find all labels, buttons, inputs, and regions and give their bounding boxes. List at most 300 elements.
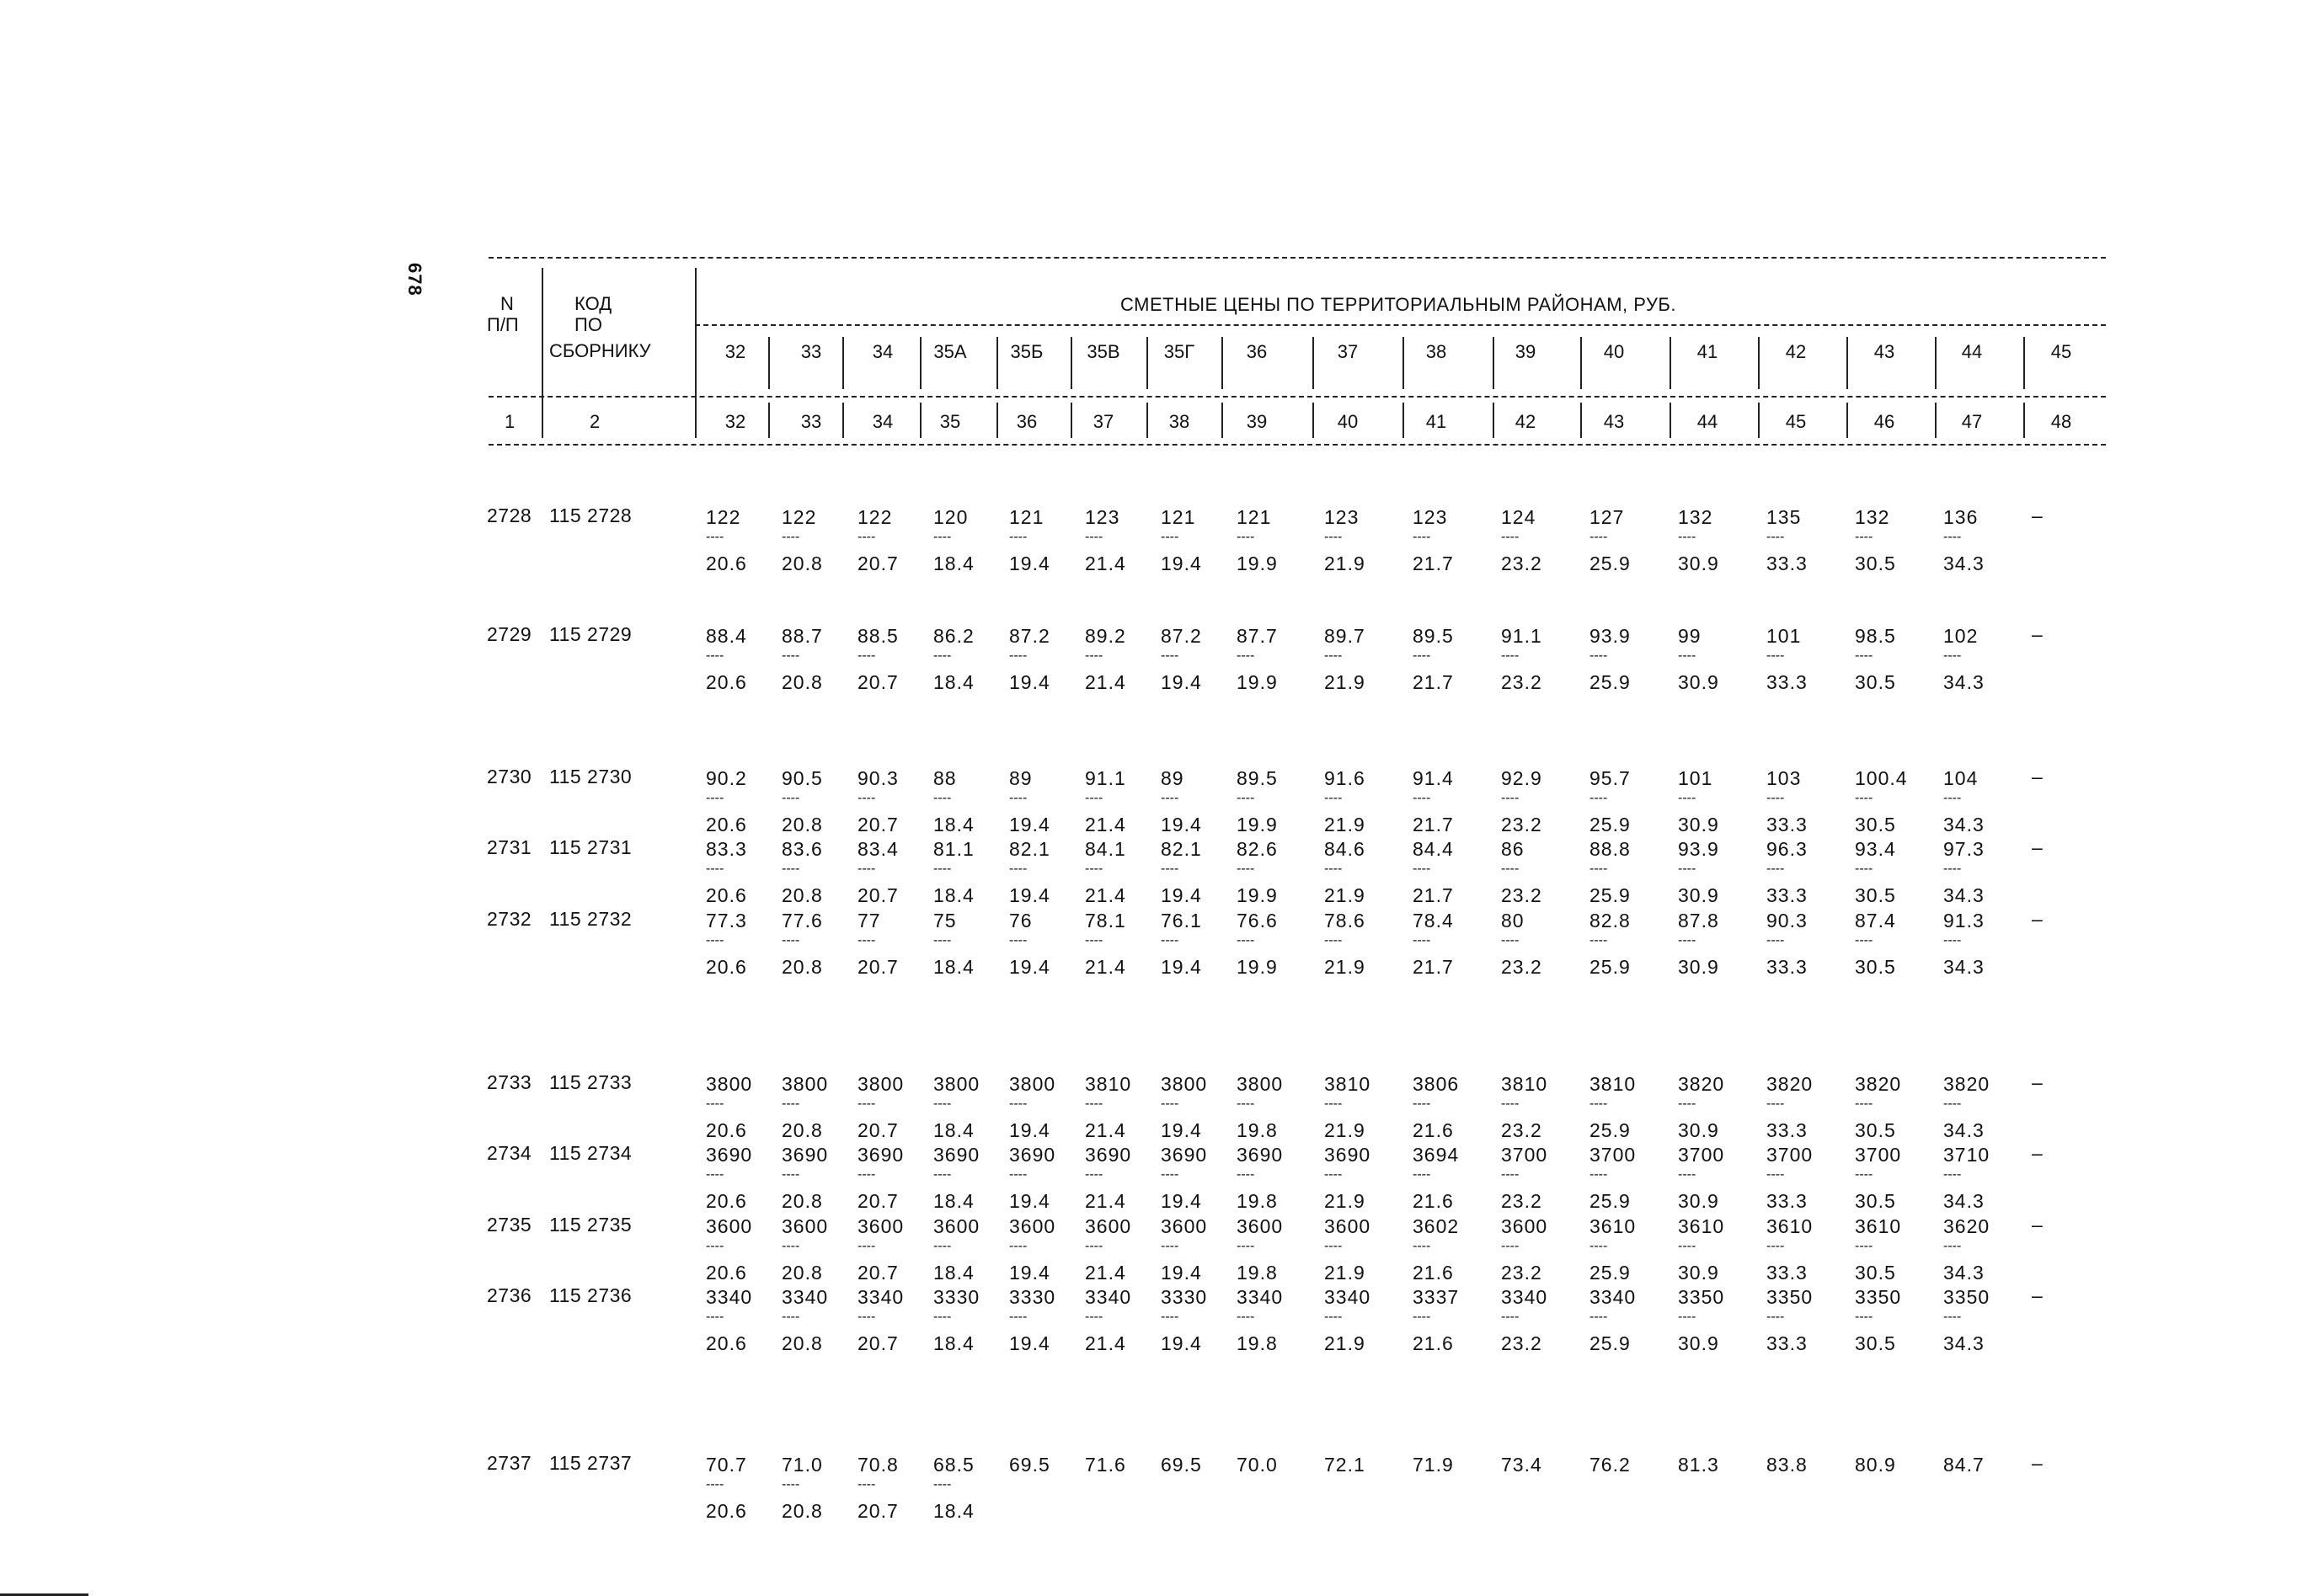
price-value: 83.3 bbox=[706, 838, 747, 860]
fraction-dash: ---- bbox=[1855, 791, 1873, 805]
fraction-dash: ---- bbox=[1413, 649, 1431, 663]
header-po: ПО bbox=[574, 314, 602, 335]
fraction-dash: ---- bbox=[1413, 1167, 1431, 1182]
district-header: 35Б bbox=[1010, 341, 1044, 362]
price-value: 3820 bbox=[1855, 1073, 1902, 1095]
fraction-dash: ---- bbox=[1009, 1239, 1028, 1253]
fraction-dash: ---- bbox=[1085, 1239, 1103, 1253]
row-number: 2732 bbox=[487, 908, 532, 930]
coefficient-value: 23.2 bbox=[1501, 814, 1542, 835]
row-code: 115 2737 bbox=[549, 1452, 633, 1474]
fraction-dash: ---- bbox=[933, 530, 952, 544]
coefficient-value: 19.4 bbox=[1009, 1332, 1050, 1354]
column-number: 48 bbox=[2050, 411, 2072, 432]
district-header: 32 bbox=[724, 341, 746, 362]
coefficient-value: 20.6 bbox=[706, 1500, 747, 1522]
district-header: 35В bbox=[1087, 341, 1120, 362]
fraction-dash: ---- bbox=[1009, 1097, 1028, 1111]
price-value: 77 bbox=[857, 910, 881, 931]
column-number: 37 bbox=[1093, 411, 1114, 432]
price-value: 80.9 bbox=[1855, 1454, 1896, 1476]
fraction-dash: ---- bbox=[706, 530, 724, 544]
coefficient-value: 21.4 bbox=[1085, 1262, 1126, 1284]
header-separator bbox=[1670, 337, 1671, 389]
price-value: 121 bbox=[1009, 506, 1044, 528]
price-value: 3700 bbox=[1855, 1144, 1902, 1166]
coefficient-value: 21.7 bbox=[1413, 884, 1454, 906]
fraction-dash: ---- bbox=[1678, 530, 1696, 544]
fraction-dash: ---- bbox=[706, 1477, 724, 1492]
coefficient-value: 21.7 bbox=[1413, 671, 1454, 693]
price-value: 89.5 bbox=[1237, 767, 1278, 789]
coefficient-value: 34.3 bbox=[1943, 814, 1985, 835]
price-value: 89 bbox=[1161, 767, 1184, 789]
fraction-dash: ---- bbox=[1324, 649, 1343, 663]
header-separator bbox=[1071, 337, 1072, 389]
fraction-dash: ---- bbox=[1766, 1167, 1785, 1182]
fraction-dash: ---- bbox=[1855, 1097, 1873, 1111]
fraction-dash: ---- bbox=[1085, 862, 1103, 876]
price-value: 3810 bbox=[1324, 1073, 1371, 1095]
fraction-dash: ---- bbox=[1009, 1310, 1028, 1324]
fraction-dash: ---- bbox=[1855, 1167, 1873, 1182]
price-value: 3330 bbox=[933, 1286, 980, 1308]
fraction-dash: ---- bbox=[1413, 933, 1431, 947]
coefficient-value: 33.3 bbox=[1766, 814, 1808, 835]
price-value: 121 bbox=[1237, 506, 1272, 528]
price-value: 3694 bbox=[1413, 1144, 1460, 1166]
fraction-dash: ---- bbox=[1324, 862, 1343, 876]
price-value: 3340 bbox=[1501, 1286, 1548, 1308]
coefficient-value: 19.4 bbox=[1009, 1262, 1050, 1284]
price-value: 78.6 bbox=[1324, 910, 1365, 931]
fraction-dash: ---- bbox=[1589, 933, 1608, 947]
price-value: 3610 bbox=[1766, 1215, 1814, 1237]
price-value: 3600 bbox=[1161, 1215, 1208, 1237]
coefficient-value: 20.7 bbox=[857, 814, 899, 835]
fraction-dash: ---- bbox=[1766, 933, 1785, 947]
coefficient-value: 19.4 bbox=[1161, 884, 1202, 906]
fraction-dash: ---- bbox=[933, 649, 952, 663]
fraction-dash: ---- bbox=[1324, 1097, 1343, 1111]
coefficient-value: 21.4 bbox=[1085, 671, 1126, 693]
price-value: 90.3 bbox=[857, 767, 899, 789]
fraction-dash: ---- bbox=[1855, 530, 1873, 544]
coefficient-value: 23.2 bbox=[1501, 884, 1542, 906]
price-value: 72.1 bbox=[1324, 1454, 1365, 1476]
header-separator bbox=[1221, 337, 1223, 389]
coefficient-value: 19.8 bbox=[1237, 1119, 1278, 1141]
price-value: 3690 bbox=[782, 1144, 829, 1166]
coefficient-value: 20.7 bbox=[857, 552, 899, 574]
coefficient-value: 21.4 bbox=[1085, 1190, 1126, 1212]
price-value: 90.3 bbox=[1766, 910, 1808, 931]
row-number: 2731 bbox=[487, 836, 532, 858]
district-48-value: – bbox=[2032, 1071, 2043, 1093]
coefficient-value: 19.4 bbox=[1009, 1190, 1050, 1212]
header-separator bbox=[768, 337, 770, 389]
coefficient-value: 30.5 bbox=[1855, 884, 1896, 906]
coefficient-value: 21.7 bbox=[1413, 814, 1454, 835]
coefficient-value: 20.8 bbox=[782, 1332, 823, 1354]
district-48-value: – bbox=[2032, 1142, 2043, 1164]
price-value: 3600 bbox=[857, 1215, 905, 1237]
fraction-dash: ---- bbox=[1161, 862, 1179, 876]
fraction-dash: ---- bbox=[1943, 649, 1962, 663]
coefficient-value: 20.6 bbox=[706, 956, 747, 978]
fraction-dash: ---- bbox=[933, 1239, 952, 1253]
price-value: 101 bbox=[1766, 625, 1802, 647]
price-value: 104 bbox=[1943, 767, 1979, 789]
header-separator bbox=[1846, 403, 1848, 438]
price-value: 82.1 bbox=[1161, 838, 1202, 860]
price-value: 3350 bbox=[1943, 1286, 1990, 1308]
coefficient-value: 25.9 bbox=[1589, 956, 1631, 978]
price-value: 3600 bbox=[782, 1215, 829, 1237]
column-number: 33 bbox=[800, 411, 822, 432]
header-district-rule bbox=[695, 324, 2106, 326]
coefficient-value: 20.8 bbox=[782, 1262, 823, 1284]
price-value: 123 bbox=[1085, 506, 1120, 528]
column-number: 45 bbox=[1785, 411, 1807, 432]
row-code: 115 2729 bbox=[549, 623, 633, 645]
fraction-dash: ---- bbox=[1324, 933, 1343, 947]
fraction-dash: ---- bbox=[1161, 1310, 1179, 1324]
fraction-dash: ---- bbox=[933, 1477, 952, 1492]
fraction-dash: ---- bbox=[706, 649, 724, 663]
price-value: 3620 bbox=[1943, 1215, 1990, 1237]
price-value: 93.9 bbox=[1678, 838, 1719, 860]
price-value: 83.8 bbox=[1766, 1454, 1808, 1476]
price-value: 89.2 bbox=[1085, 625, 1126, 647]
coefficient-value: 25.9 bbox=[1589, 1119, 1631, 1141]
fraction-dash: ---- bbox=[782, 1239, 800, 1253]
district-48-value: – bbox=[2032, 766, 2043, 787]
column-number: 41 bbox=[1425, 411, 1447, 432]
coefficient-value: 21.4 bbox=[1085, 814, 1126, 835]
fraction-dash: ---- bbox=[1324, 1239, 1343, 1253]
fraction-dash: ---- bbox=[782, 1167, 800, 1182]
coefficient-value: 21.9 bbox=[1324, 1119, 1365, 1141]
coefficient-value: 30.5 bbox=[1855, 956, 1896, 978]
fraction-dash: ---- bbox=[782, 530, 800, 544]
fraction-dash: ---- bbox=[1766, 791, 1785, 805]
fraction-dash: ---- bbox=[1589, 791, 1608, 805]
fraction-dash: ---- bbox=[1009, 649, 1028, 663]
coefficient-value: 23.2 bbox=[1501, 1262, 1542, 1284]
district-header: 34 bbox=[872, 341, 894, 362]
district-header: 44 bbox=[1961, 341, 1983, 362]
fraction-dash: ---- bbox=[857, 1167, 876, 1182]
coefficient-value: 20.8 bbox=[782, 1119, 823, 1141]
price-value: 91.6 bbox=[1324, 767, 1365, 789]
fraction-dash: ---- bbox=[1855, 1310, 1873, 1324]
coefficient-value: 30.9 bbox=[1678, 671, 1719, 693]
coefficient-value: 19.4 bbox=[1161, 1119, 1202, 1141]
fraction-dash: ---- bbox=[1855, 862, 1873, 876]
header-sbornik: СБОРНИКУ bbox=[549, 340, 651, 361]
coefficient-value: 19.4 bbox=[1161, 1190, 1202, 1212]
row-code: 115 2730 bbox=[549, 766, 633, 787]
price-value: 3350 bbox=[1855, 1286, 1902, 1308]
price-value: 3820 bbox=[1943, 1073, 1990, 1095]
row-code: 115 2728 bbox=[549, 504, 633, 526]
price-value: 3800 bbox=[1161, 1073, 1208, 1095]
price-value: 86 bbox=[1501, 838, 1525, 860]
price-value: 101 bbox=[1678, 767, 1713, 789]
fraction-dash: ---- bbox=[1324, 530, 1343, 544]
district-48-value: – bbox=[2032, 1284, 2043, 1306]
coefficient-value: 34.3 bbox=[1943, 884, 1985, 906]
price-value: 3350 bbox=[1766, 1286, 1814, 1308]
fraction-dash: ---- bbox=[1501, 1310, 1520, 1324]
price-value: 127 bbox=[1589, 506, 1625, 528]
header-title: СМЕТНЫЕ ЦЕНЫ ПО ТЕРРИТОРИАЛЬНЫМ РАЙОНАМ, РУБ. bbox=[1120, 294, 1676, 315]
header-separator bbox=[768, 403, 770, 438]
fraction-dash: ---- bbox=[1501, 791, 1520, 805]
coefficient-value: 33.3 bbox=[1766, 956, 1808, 978]
fraction-dash: ---- bbox=[1589, 862, 1608, 876]
fraction-dash: ---- bbox=[1009, 791, 1028, 805]
price-value: 81.3 bbox=[1678, 1454, 1719, 1476]
coefficient-value: 23.2 bbox=[1501, 1190, 1542, 1212]
coefficient-value: 21.9 bbox=[1324, 1190, 1365, 1212]
fraction-dash: ---- bbox=[1678, 1097, 1696, 1111]
fraction-dash: ---- bbox=[1678, 1167, 1696, 1182]
fraction-dash: ---- bbox=[1009, 1167, 1028, 1182]
price-value: 77.3 bbox=[706, 910, 747, 931]
price-value: 3600 bbox=[1324, 1215, 1371, 1237]
header-separator bbox=[996, 403, 998, 438]
fraction-dash: ---- bbox=[1589, 1239, 1608, 1253]
header-top-rule bbox=[489, 257, 2106, 259]
coefficient-value: 20.7 bbox=[857, 1190, 899, 1212]
header-separator bbox=[1580, 403, 1582, 438]
fraction-dash: ---- bbox=[782, 1310, 800, 1324]
coefficient-value: 34.3 bbox=[1943, 1262, 1985, 1284]
coefficient-value: 19.4 bbox=[1009, 884, 1050, 906]
district-48-value: – bbox=[2032, 623, 2043, 645]
price-value: 96.3 bbox=[1766, 838, 1808, 860]
header-mid-rule bbox=[489, 396, 2106, 398]
fraction-dash: ---- bbox=[706, 1310, 724, 1324]
row-number: 2736 bbox=[487, 1284, 532, 1306]
price-value: 71.9 bbox=[1413, 1454, 1454, 1476]
price-value: 3690 bbox=[857, 1144, 905, 1166]
coefficient-value: 19.4 bbox=[1161, 1332, 1202, 1354]
fraction-dash: ---- bbox=[1855, 649, 1873, 663]
fraction-dash: ---- bbox=[1678, 791, 1696, 805]
price-value: 89.7 bbox=[1324, 625, 1365, 647]
header-kod: КОД bbox=[574, 293, 612, 314]
fraction-dash: ---- bbox=[933, 933, 952, 947]
fraction-dash: ---- bbox=[1589, 1310, 1608, 1324]
fraction-dash: ---- bbox=[857, 791, 876, 805]
coefficient-value: 33.3 bbox=[1766, 552, 1808, 574]
column-number: 40 bbox=[1337, 411, 1359, 432]
coefficient-value: 21.4 bbox=[1085, 552, 1126, 574]
price-value: 78.4 bbox=[1413, 910, 1454, 931]
district-48-value: – bbox=[2032, 504, 2043, 526]
header-separator bbox=[1846, 337, 1848, 389]
fraction-dash: ---- bbox=[1589, 1167, 1608, 1182]
district-header: 43 bbox=[1873, 341, 1895, 362]
fraction-dash: ---- bbox=[1943, 791, 1962, 805]
coefficient-value: 21.9 bbox=[1324, 671, 1365, 693]
coefficient-value: 25.9 bbox=[1589, 552, 1631, 574]
price-value: 98.5 bbox=[1855, 625, 1896, 647]
price-value: 3820 bbox=[1766, 1073, 1814, 1095]
coefficient-value: 25.9 bbox=[1589, 884, 1631, 906]
fraction-dash: ---- bbox=[1009, 530, 1028, 544]
fraction-dash: ---- bbox=[1161, 933, 1179, 947]
column-number: 36 bbox=[1016, 411, 1038, 432]
header-separator bbox=[842, 337, 844, 389]
fraction-dash: ---- bbox=[1501, 933, 1520, 947]
fraction-dash: ---- bbox=[1413, 530, 1431, 544]
fraction-dash: ---- bbox=[1413, 1310, 1431, 1324]
coefficient-value: 19.4 bbox=[1009, 552, 1050, 574]
coefficient-value: 18.4 bbox=[933, 552, 975, 574]
price-value: 87.2 bbox=[1161, 625, 1202, 647]
price-value: 69.5 bbox=[1009, 1454, 1050, 1476]
price-value: 3337 bbox=[1413, 1286, 1460, 1308]
price-value: 75 bbox=[933, 910, 957, 931]
fraction-dash: ---- bbox=[706, 933, 724, 947]
fraction-dash: ---- bbox=[1678, 1310, 1696, 1324]
fraction-dash: ---- bbox=[1161, 530, 1179, 544]
fraction-dash: ---- bbox=[1943, 933, 1962, 947]
price-value: 3610 bbox=[1589, 1215, 1637, 1237]
price-value: 3600 bbox=[1085, 1215, 1132, 1237]
price-value: 3806 bbox=[1413, 1073, 1460, 1095]
coefficient-value: 21.9 bbox=[1324, 884, 1365, 906]
row-number: 2730 bbox=[487, 766, 532, 787]
coefficient-value: 21.7 bbox=[1413, 956, 1454, 978]
coefficient-value: 34.3 bbox=[1943, 552, 1985, 574]
coefficient-value: 34.3 bbox=[1943, 1190, 1985, 1212]
price-value: 3710 bbox=[1943, 1144, 1990, 1166]
column-number: 44 bbox=[1696, 411, 1718, 432]
fraction-dash: ---- bbox=[706, 862, 724, 876]
coefficient-value: 30.9 bbox=[1678, 1262, 1719, 1284]
coefficient-value: 30.5 bbox=[1855, 1119, 1896, 1141]
fraction-dash: ---- bbox=[1161, 649, 1179, 663]
header-separator bbox=[695, 268, 697, 438]
header-separator bbox=[2023, 403, 2025, 438]
fraction-dash: ---- bbox=[1237, 1310, 1255, 1324]
coefficient-value: 30.9 bbox=[1678, 1190, 1719, 1212]
district-header: 33 bbox=[800, 341, 822, 362]
coefficient-value: 33.3 bbox=[1766, 1190, 1808, 1212]
price-value: 83.6 bbox=[782, 838, 823, 860]
price-value: 76.2 bbox=[1589, 1454, 1631, 1476]
price-value: 3340 bbox=[706, 1286, 753, 1308]
price-value: 3810 bbox=[1589, 1073, 1637, 1095]
fraction-dash: ---- bbox=[1161, 1167, 1179, 1182]
fraction-dash: ---- bbox=[782, 649, 800, 663]
fraction-dash: ---- bbox=[1678, 649, 1696, 663]
header-separator bbox=[1402, 337, 1404, 389]
coefficient-value: 20.6 bbox=[706, 814, 747, 835]
coefficient-value: 20.7 bbox=[857, 956, 899, 978]
price-value: 120 bbox=[933, 506, 969, 528]
district-header: 35А bbox=[933, 341, 967, 362]
header-separator bbox=[1146, 337, 1148, 389]
coefficient-value: 33.3 bbox=[1766, 1262, 1808, 1284]
district-header: 38 bbox=[1425, 341, 1447, 362]
price-value: 91.3 bbox=[1943, 910, 1985, 931]
fraction-dash: ---- bbox=[1413, 1097, 1431, 1111]
fraction-dash: ---- bbox=[1766, 1097, 1785, 1111]
coefficient-value: 30.5 bbox=[1855, 1262, 1896, 1284]
row-code: 115 2731 bbox=[549, 836, 633, 858]
fraction-dash: ---- bbox=[1589, 649, 1608, 663]
price-value: 3690 bbox=[1237, 1144, 1284, 1166]
price-value: 88.7 bbox=[782, 625, 823, 647]
price-value: 88 bbox=[933, 767, 957, 789]
price-value: 82.1 bbox=[1009, 838, 1050, 860]
column-number: 38 bbox=[1168, 411, 1190, 432]
district-header: 41 bbox=[1696, 341, 1718, 362]
column-number: 1 bbox=[505, 411, 516, 432]
price-value: 3810 bbox=[1501, 1073, 1548, 1095]
price-value: 92.9 bbox=[1501, 767, 1542, 789]
fraction-dash: ---- bbox=[857, 530, 876, 544]
coefficient-value: 23.2 bbox=[1501, 956, 1542, 978]
price-value: 3810 bbox=[1085, 1073, 1132, 1095]
district-header: 45 bbox=[2050, 341, 2072, 362]
district-header: 42 bbox=[1785, 341, 1807, 362]
coefficient-value: 30.5 bbox=[1855, 552, 1896, 574]
fraction-dash: ---- bbox=[1161, 1239, 1179, 1253]
fraction-dash: ---- bbox=[1237, 862, 1255, 876]
price-value: 91.1 bbox=[1085, 767, 1126, 789]
price-value: 70.8 bbox=[857, 1454, 899, 1476]
price-value: 3340 bbox=[1324, 1286, 1371, 1308]
price-value: 3700 bbox=[1678, 1144, 1725, 1166]
price-value: 87.7 bbox=[1237, 625, 1278, 647]
coefficient-value: 30.5 bbox=[1855, 814, 1896, 835]
price-value: 88.8 bbox=[1589, 838, 1631, 860]
coefficient-value: 21.9 bbox=[1324, 956, 1365, 978]
row-number: 2735 bbox=[487, 1214, 532, 1236]
district-header: 39 bbox=[1515, 341, 1536, 362]
price-value: 80 bbox=[1501, 910, 1525, 931]
header-separator bbox=[1312, 337, 1314, 389]
fraction-dash: ---- bbox=[1009, 862, 1028, 876]
price-value: 68.5 bbox=[933, 1454, 975, 1476]
price-value: 83.4 bbox=[857, 838, 899, 860]
fraction-dash: ---- bbox=[1237, 1239, 1255, 1253]
coefficient-value: 20.6 bbox=[706, 552, 747, 574]
fraction-dash: ---- bbox=[1766, 649, 1785, 663]
header-separator bbox=[920, 337, 922, 389]
price-value: 100.4 bbox=[1855, 767, 1908, 789]
price-value: 3600 bbox=[706, 1215, 753, 1237]
coefficient-value: 20.7 bbox=[857, 884, 899, 906]
fraction-dash: ---- bbox=[1085, 1310, 1103, 1324]
fraction-dash: ---- bbox=[1085, 649, 1103, 663]
fraction-dash: ---- bbox=[1501, 1167, 1520, 1182]
header-separator bbox=[1493, 403, 1494, 438]
price-value: 3800 bbox=[706, 1073, 753, 1095]
price-value: 132 bbox=[1678, 506, 1713, 528]
price-value: 3602 bbox=[1413, 1215, 1460, 1237]
column-number: 34 bbox=[872, 411, 894, 432]
price-value: 3330 bbox=[1009, 1286, 1056, 1308]
page-number: 678 bbox=[404, 263, 425, 296]
